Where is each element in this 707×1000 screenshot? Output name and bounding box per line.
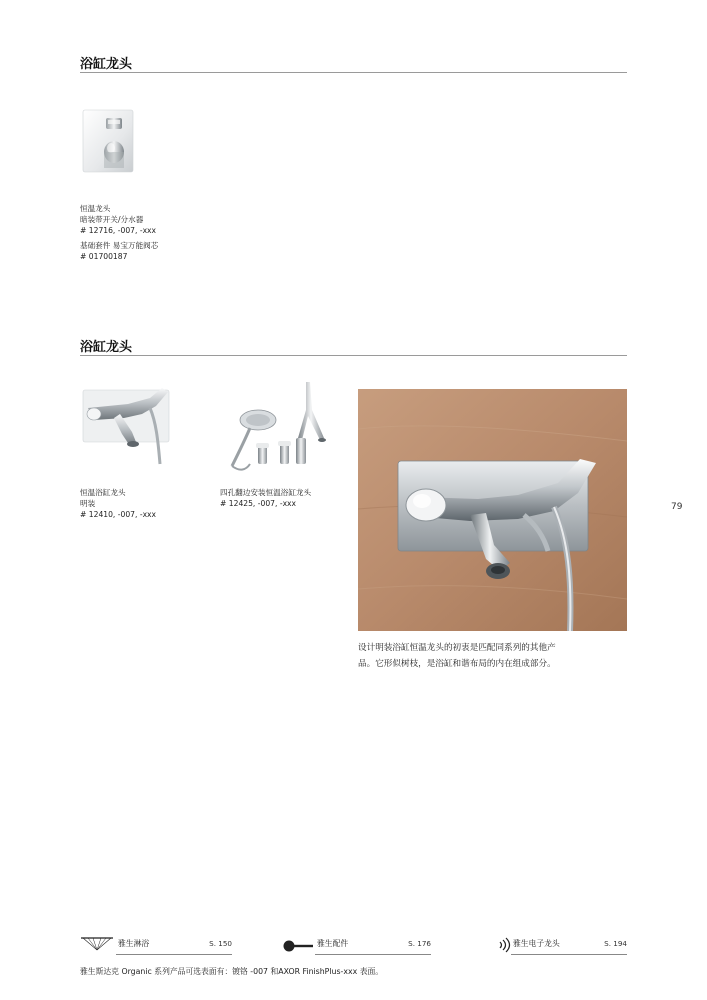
- base-set-code: # 01700187: [80, 252, 128, 261]
- product-code: # 12410, -007, -xxx: [80, 510, 157, 519]
- footer-link-page: S. 194: [604, 939, 627, 948]
- photo-description-line-1: 设计明装浴缸恒温龙头的初衷是匹配同系列的其他产: [358, 643, 556, 653]
- footer-link-electronic[interactable]: [498, 934, 627, 956]
- footer-link-page: S. 150: [209, 939, 232, 948]
- section-rule-1: [80, 72, 627, 73]
- product-caption-12425: [220, 487, 311, 509]
- footer-link-accessories[interactable]: [282, 934, 431, 956]
- bath-mixer-photo: [358, 389, 627, 631]
- section-rule-2: [80, 355, 627, 356]
- footer-link-rule: [511, 954, 627, 955]
- shower-icon: [80, 936, 114, 956]
- product-code: # 12425, -007, -xxx: [220, 499, 297, 508]
- footer-link-label: 雅生淋浴: [118, 939, 150, 948]
- four-hole-rim-mixer-image: [220, 380, 348, 472]
- footer-link-shower[interactable]: [80, 934, 232, 956]
- product-desc: 暗装带开关/分水器: [80, 215, 144, 224]
- base-set-label: 基础套件 易宝万能阀芯: [80, 241, 159, 250]
- footer-link-rule: [315, 954, 431, 955]
- product-caption-12410: [80, 487, 156, 520]
- exposed-bath-mixer-image: [80, 384, 176, 468]
- product-caption-12716: [80, 203, 158, 262]
- finish-footnote: 雅生斯达克 Organic 系列产品可选表面有：镀铬 -007 和AXOR FinishPlus-xxx 表面。: [80, 967, 384, 976]
- product-name: 恒温浴缸龙头: [80, 488, 126, 497]
- footer-link-page: S. 176: [408, 939, 431, 948]
- section-title-2: 浴缸龙头: [80, 340, 133, 355]
- footer-link-rule: [116, 954, 232, 955]
- footer-link-label: 雅生电子龙头: [513, 939, 560, 948]
- page-number: 79: [671, 502, 683, 512]
- accessory-icon: [282, 938, 314, 957]
- photo-description-line-2: 品。它形似树枝，是浴缸和谐布局的内在组成部分。: [358, 659, 556, 669]
- product-name: 四孔翻边安装恒温浴缸龙头: [220, 488, 312, 497]
- product-code: # 12716, -007, -xxx: [80, 226, 157, 235]
- thermostat-concealed-image: [80, 108, 136, 174]
- section-title-1: 浴缸龙头: [80, 57, 133, 72]
- product-desc: 明装: [80, 499, 96, 508]
- footer-link-label: 雅生配件: [317, 939, 349, 948]
- electronic-sensor-icon: [498, 937, 512, 957]
- photo-description: [358, 640, 627, 672]
- product-name: 恒温龙头: [80, 204, 111, 213]
